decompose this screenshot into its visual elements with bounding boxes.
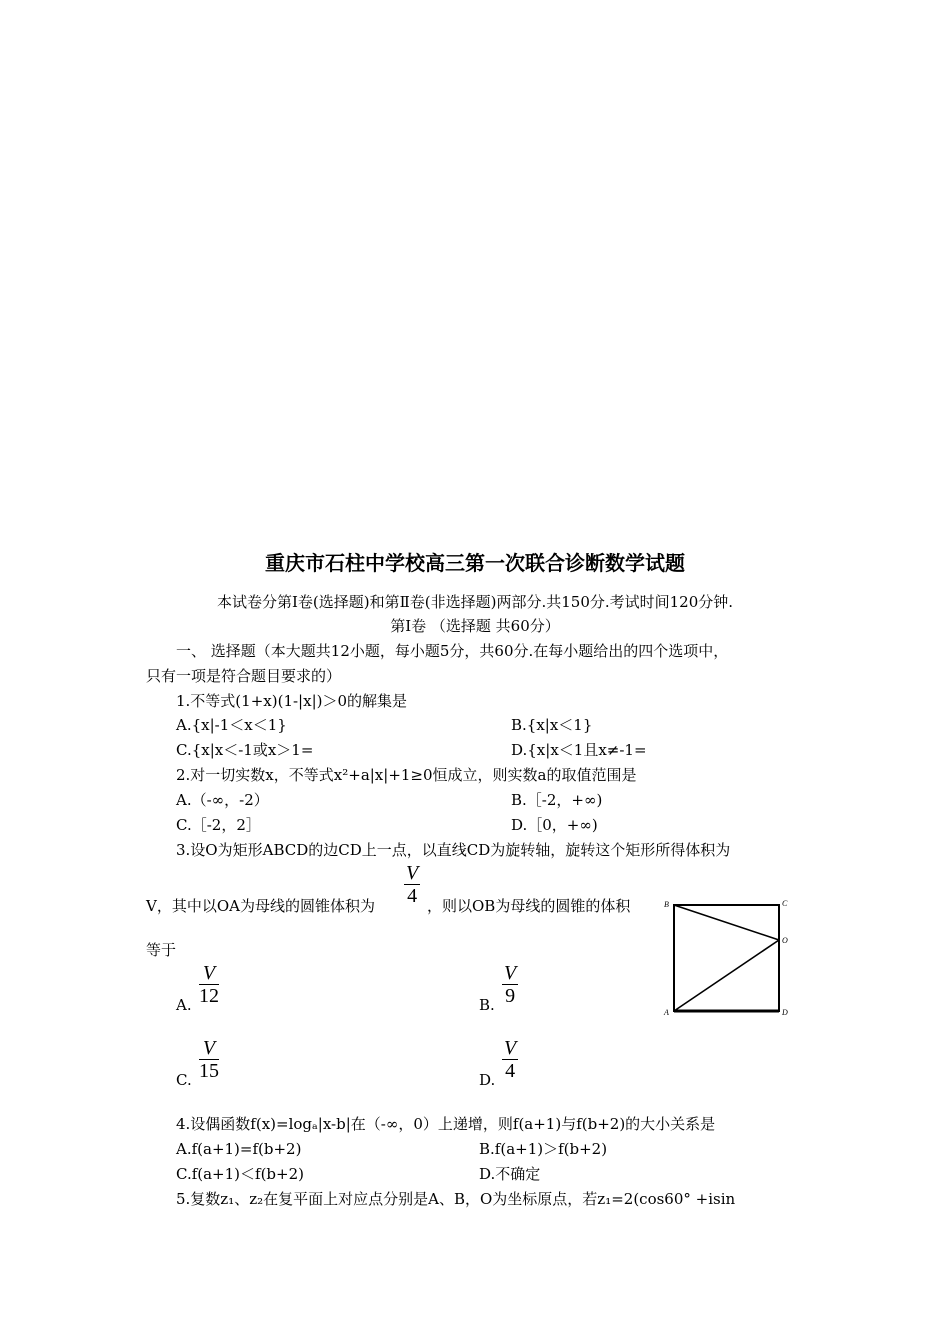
fraction-denominator: 12	[199, 985, 219, 1007]
fraction-denominator: 4	[407, 885, 418, 907]
segment-bo	[674, 905, 779, 940]
q1-option-a: A.{x|-1＜x＜1}	[176, 716, 287, 734]
q3-option-d-label: D.	[479, 1071, 496, 1089]
q3-stem-line2b: ，则以OB为母线的圆锥的体积	[427, 897, 631, 915]
q2-option-d: D.［0，+∞)	[511, 816, 598, 834]
fraction-numerator: V	[504, 962, 517, 984]
part1-heading: 第Ⅰ卷 （选择题 共60分）	[390, 617, 560, 635]
q4-option-d: D.不确定	[479, 1165, 541, 1183]
q2-option-c: C.［-2，2］	[176, 816, 261, 834]
q3-stem-line2a: V，其中以OA为母线的圆锥体积为	[146, 897, 375, 915]
page-title: 重庆市石柱中学校高三第一次联合诊断数学试题	[265, 551, 685, 575]
section1-instructions-line1: 一、 选择题（本大题共12小题，每小题5分，共60分.在每小题给出的四个选项中，	[176, 642, 729, 660]
fraction-numerator: V	[504, 1037, 517, 1059]
fraction-denominator: 4	[505, 1060, 516, 1082]
fraction-numerator: V	[202, 1037, 216, 1059]
intro-text: 本试卷分第Ⅰ卷(选择题)和第Ⅱ卷(非选择题)两部分.共150分.考试时间120分钟.	[216, 593, 734, 611]
q2-option-b: B.［-2，+∞)	[511, 791, 603, 809]
fraction-denominator: 9	[505, 985, 516, 1007]
label-d: D	[782, 1008, 788, 1017]
section1-instructions-line2: 只有一项是符合题目要求的）	[146, 667, 342, 685]
q3-option-a-label: A.	[176, 996, 192, 1014]
q4-stem: 4.设偶函数f(x)=logₐ|x-b|在（-∞，0）上递增，则f(a+1)与f(b+2)的大小关系是	[176, 1115, 716, 1133]
label-b: B	[664, 900, 669, 909]
label-o: O	[782, 936, 788, 945]
fraction-numerator: V	[202, 962, 216, 984]
fraction-numerator: V	[406, 862, 419, 884]
q4-option-a: A.f(a+1)=f(b+2)	[176, 1140, 302, 1158]
q1-option-d: D.{x|x＜1且x≠-1=	[511, 741, 647, 759]
q3-option-a-fraction	[199, 962, 219, 1007]
q1-stem: 1.不等式(1+x)(1-|x|)＞0的解集是	[176, 692, 408, 710]
segment-ao	[674, 940, 779, 1011]
rectangle-abcd	[674, 905, 779, 1011]
q1-option-c: C.{x|x＜-1或x＞1=	[176, 741, 314, 759]
q3-option-c-fraction	[199, 1037, 219, 1082]
q2-option-a: A.（-∞，-2）	[176, 791, 269, 809]
fraction-denominator: 15	[199, 1060, 219, 1082]
label-a: A	[664, 1008, 669, 1017]
q4-option-b: B.f(a+1)＞f(b+2)	[479, 1140, 608, 1158]
q3-option-c-label: C.	[176, 1071, 192, 1089]
q1-option-b: B.{x|x＜1}	[511, 716, 593, 734]
q4-option-c: C.f(a+1)＜f(b+2)	[176, 1165, 304, 1183]
q3-fraction-v-over-4	[404, 862, 420, 907]
q3-option-b-label: B.	[479, 996, 495, 1014]
q3-stem-line3: 等于	[146, 941, 177, 959]
label-c: C	[782, 899, 788, 908]
q3-rectangle-figure	[662, 898, 792, 1020]
q2-stem: 2.对一切实数x，不等式x²+a|x|+1≥0恒成立，则实数a的取值范围是	[176, 766, 637, 784]
q3-option-d-fraction	[502, 1037, 518, 1082]
q3-option-b-fraction	[502, 962, 518, 1007]
q3-stem-line1: 3.设O为矩形ABCD的边CD上一点，以直线CD为旋转轴，旋转这个矩形所得体积为	[176, 841, 731, 859]
q5-stem: 5.复数z₁、z₂在复平面上对应点分别是A、B，O为坐标原点，若z₁=2(cos60° +isin	[176, 1190, 736, 1208]
